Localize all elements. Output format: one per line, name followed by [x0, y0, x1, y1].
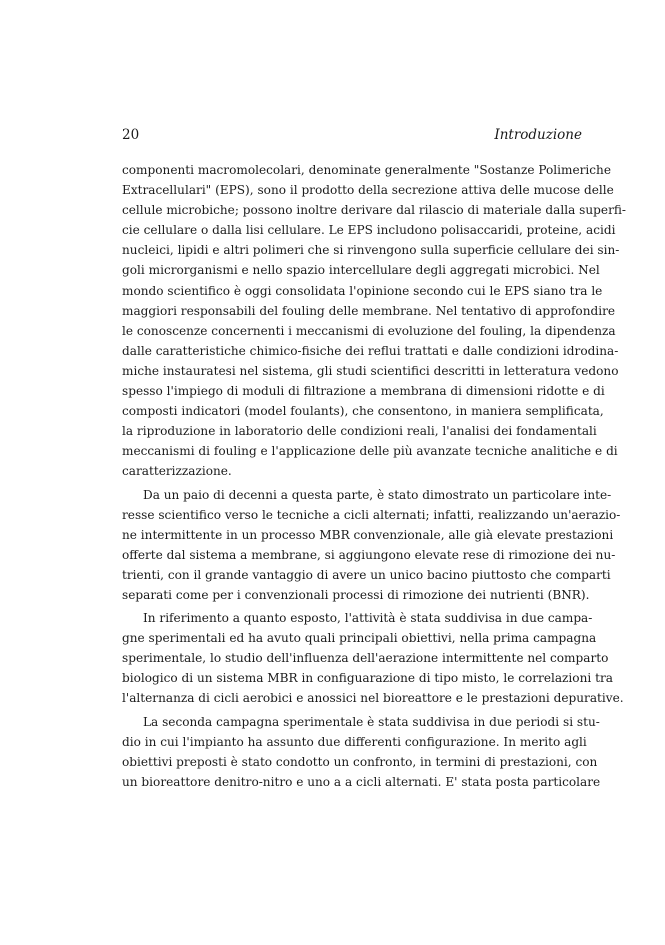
text-line: l'alternanza di cicli aerobici e anossici nel bioreattore e le prestazioni depurative. [122, 691, 624, 706]
text-line: obiettivi preposti è stato condotto un confronto, in termini di prestazioni, con [122, 754, 598, 769]
text-line: cellule microbiche; possono inoltre derivare dal rilascio di materiale dalla superfi- [122, 203, 627, 218]
text-line: composti indicatori (model foulants), che consentono, in maniera semplificata, [122, 404, 604, 419]
body-text [122, 160, 627, 795]
text-line: caratterizzazione. [122, 464, 232, 479]
text-line: componenti macromolecolari, denominate generalmente "Sostanze Polimeriche [122, 163, 611, 177]
text-line: spesso l'impiego di moduli di filtrazione a membrana di dimensioni ridotte e di [122, 384, 605, 399]
page-header [122, 127, 582, 145]
text-line: trienti, con il grande vantaggio di avere un unico bacino piuttosto che comparti [122, 567, 611, 582]
text-line: la riproduzione in laboratorio delle condizioni reali, l'analisi dei fondamentali [122, 424, 597, 439]
text-line: sperimentale, lo studio dell'influenza dell'aerazione intermittente nel comparto [122, 651, 609, 666]
text-line: un bioreattore denitro-nitro e uno a a cicli alternati. E' stata posta particolare [122, 774, 601, 789]
text-line: dalle caratteristiche chimico-fisiche dei reflui trattati e dalle condizioni idrodina- [122, 343, 619, 358]
paragraph [122, 160, 627, 482]
text-line: ne intermittente in un processo MBR convenzionale, alle già elevate prestazioni [122, 527, 614, 542]
text-line: offerte dal sistema a membrane, si aggiungono elevate rese di rimozione dei nu- [122, 547, 616, 562]
text-line: Extracellulari" (EPS), sono il prodotto della secrezione attiva delle mucose delle [122, 183, 614, 198]
text-line: le conoscenze concernenti i meccanismi di evoluzione del fouling, la dipendenza [122, 323, 616, 338]
text-line: meccanismi di fouling e l'applicazione delle più avanzate tecniche analitiche e di [122, 444, 618, 459]
paragraph [122, 712, 601, 792]
text-line: In riferimento a quanto esposto, l'attività è stata suddivisa in due campa- [143, 611, 593, 626]
text-line: miche instauratesi nel sistema, gli studi scientifici descritti in letteratura vedono [122, 363, 619, 378]
text-line: goli microrganismi e nello spazio intercellulare degli aggregati microbici. Nel [122, 263, 600, 278]
text-line: gne sperimentali ed ha avuto quali principali obiettivi, nella prima campagna [122, 631, 597, 646]
paragraph [122, 485, 621, 606]
text-line: cie cellulare o dalla lisi cellulare. Le EPS includono polisaccaridi, proteine, acidi [122, 223, 616, 238]
text-line: resse scientifico verso le tecniche a cicli alternati; infatti, realizzando un'aerazio- [122, 507, 621, 522]
text-line: maggiori responsabili del fouling delle membrane. Nel tentativo di approfondire [122, 303, 616, 318]
text-line: Da un paio di decenni a questa parte, è stato dimostrato un particolare inte- [143, 487, 612, 502]
text-line: mondo scientifico è oggi consolidata l'opinione secondo cui le EPS siano tra le [122, 283, 603, 298]
page-number: 20 [122, 127, 140, 143]
text-line: biologico di un sistema MBR in configuarazione di tipo misto, le correlazioni tra [122, 671, 613, 686]
paragraph [122, 608, 624, 708]
text-line: separati come per i convenzionali processi di rimozione dei nutrienti (BNR). [122, 587, 590, 602]
text-line: La seconda campagna sperimentale è stata suddivisa in due periodi si stu- [143, 714, 600, 729]
running-title: Introduzione [494, 127, 582, 143]
text-line: nucleici, lipidi e altri polimeri che si rinvengono sulla superficie cellulare dei sin- [122, 243, 620, 258]
text-line: dio in cui l'impianto ha assunto due differenti configurazione. In merito agli [122, 734, 587, 749]
